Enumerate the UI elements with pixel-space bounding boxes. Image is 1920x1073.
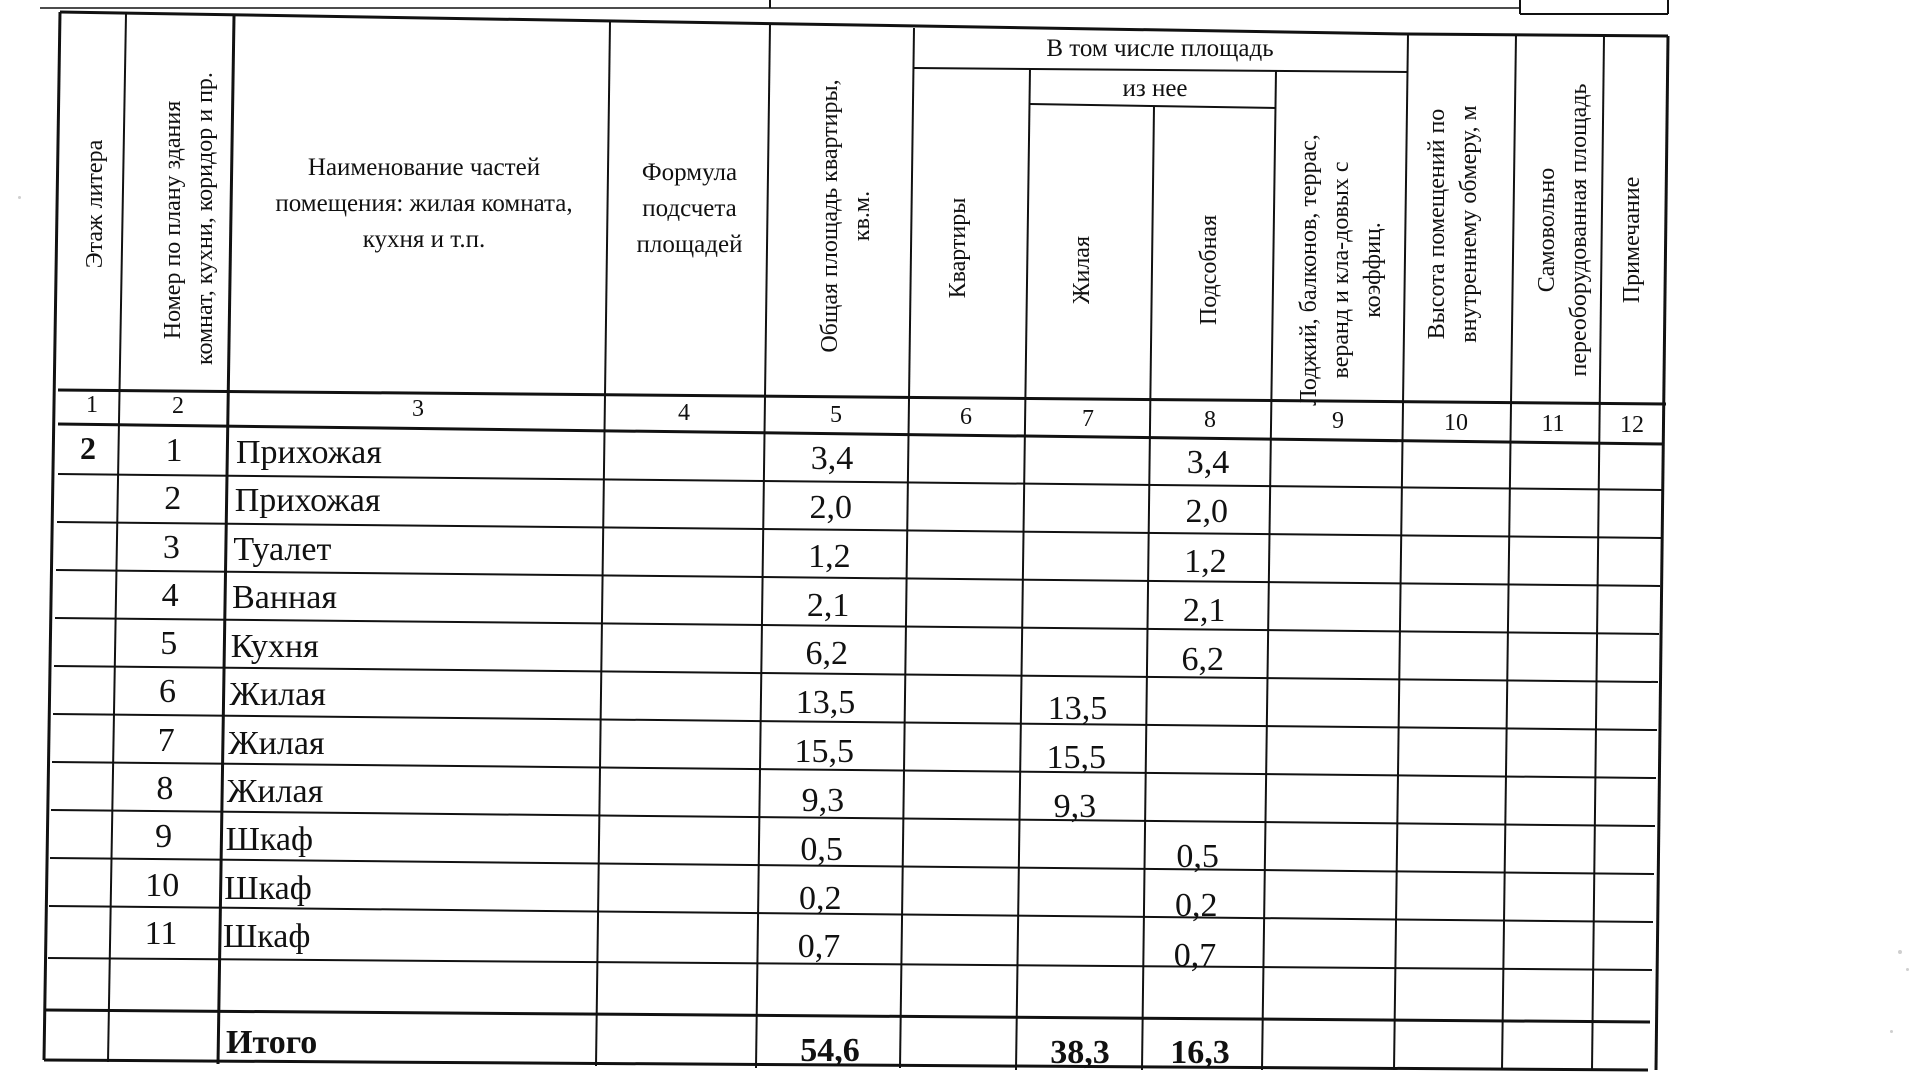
header-plan-number-line1: Номер по плану здания bbox=[160, 100, 186, 340]
header-including-area: В том числе площадь bbox=[1046, 35, 1274, 62]
header-loggias bbox=[1293, 115, 1389, 425]
header-note: Примечание bbox=[1619, 176, 1645, 304]
row-room-name: Шкаф bbox=[224, 869, 312, 907]
totals-label: Итого bbox=[226, 1024, 318, 1061]
row-number: 9 bbox=[155, 818, 173, 856]
row-total-area: 9,3 bbox=[801, 781, 845, 819]
row-aux-area: 1,2 bbox=[1184, 542, 1227, 580]
row-aux-area: 0,2 bbox=[1175, 887, 1218, 925]
header-living: Жилая bbox=[1069, 236, 1095, 305]
header-total-area bbox=[814, 56, 878, 376]
row-total-area: 3,4 bbox=[810, 440, 854, 477]
header-plan-number-line2: комнат, кухни, коридор и пр. bbox=[192, 72, 218, 365]
row-room-name: Жилая bbox=[229, 676, 326, 714]
header-floor-litera: Этаж литера bbox=[82, 139, 108, 269]
row-living-area: 13,5 bbox=[1047, 689, 1108, 727]
row-aux-area: 2,0 bbox=[1185, 493, 1228, 531]
header-self-converted-line1: Самовольно bbox=[1534, 167, 1560, 293]
header-height-line1: Высота помещений по bbox=[1424, 108, 1450, 340]
row-living-area: 9,3 bbox=[1053, 787, 1097, 825]
column-number: 9 bbox=[1332, 408, 1344, 434]
header-total-area-line1: Общая площадь квартиры, bbox=[817, 79, 843, 353]
row-aux-area: 3,4 bbox=[1186, 444, 1230, 481]
row-total-area: 0,2 bbox=[799, 879, 842, 917]
row-total-area: 2,1 bbox=[806, 586, 850, 624]
header-height-line2: внутреннему обмеру, м bbox=[1456, 105, 1482, 343]
header-room-name-line1: Наименование частей bbox=[307, 154, 541, 181]
row-number: 1 bbox=[165, 432, 183, 469]
row-total-area: 0,7 bbox=[797, 928, 841, 966]
header-formula-line1: Формула bbox=[641, 159, 738, 186]
header-loggias-line2: веранд и кла-довых с bbox=[1328, 161, 1354, 379]
header-total-area-line2: кв.м. bbox=[849, 190, 875, 242]
row-total-area: 15,5 bbox=[794, 733, 854, 771]
row-room-name: Кухня bbox=[230, 627, 319, 665]
row-aux-area: 0,5 bbox=[1176, 838, 1219, 876]
row-room-name: Шкаф bbox=[225, 821, 314, 859]
column-number: 2 bbox=[172, 393, 184, 419]
row-number: 7 bbox=[157, 721, 175, 759]
header-formula-line3: площадей bbox=[636, 231, 743, 258]
header-apartment: Квартиры bbox=[945, 197, 971, 299]
row-room-name: Прихожая bbox=[236, 434, 382, 471]
column-number: 4 bbox=[678, 400, 690, 426]
row-room-name: Туалет bbox=[233, 530, 332, 568]
header-of-which: из нее bbox=[1122, 75, 1188, 102]
row-number: 10 bbox=[145, 866, 180, 904]
row-aux-area: 2,1 bbox=[1182, 591, 1226, 629]
row-room-name: Жилая bbox=[226, 772, 324, 810]
floor-value: 2 bbox=[80, 430, 96, 466]
header-room-name bbox=[240, 150, 608, 258]
column-number: 1 bbox=[86, 392, 98, 418]
header-loggias-line1: Лоджий, балконов, террас, bbox=[1296, 134, 1322, 406]
header-plan-number bbox=[157, 72, 221, 365]
header-room-name-line2: помещения: жилая комната, bbox=[275, 190, 573, 217]
header-auxiliary: Подсобная bbox=[1196, 214, 1222, 326]
totals-living-area: 38,3 bbox=[1050, 1034, 1110, 1071]
row-number: 3 bbox=[162, 528, 180, 566]
totals-aux-area: 16,3 bbox=[1170, 1034, 1230, 1071]
column-number: 10 bbox=[1444, 410, 1468, 436]
row-room-name: Жилая bbox=[228, 724, 325, 762]
column-number: 7 bbox=[1082, 406, 1094, 432]
header-room-name-line3: кухня и т.п. bbox=[362, 226, 486, 253]
row-living-area: 15,5 bbox=[1046, 738, 1106, 776]
header-loggias-line3: коэффиц. bbox=[1360, 222, 1386, 318]
row-total-area: 6,2 bbox=[805, 635, 849, 673]
row-room-name: Ванная bbox=[232, 579, 337, 617]
header-height bbox=[1421, 69, 1485, 379]
row-total-area: 2,0 bbox=[809, 488, 852, 526]
column-number: 12 bbox=[1620, 412, 1644, 438]
row-total-area: 0,5 bbox=[800, 830, 843, 868]
header-self-converted bbox=[1531, 65, 1595, 395]
row-number: 8 bbox=[156, 769, 174, 807]
row-number: 2 bbox=[164, 480, 182, 518]
row-aux-area: 0,7 bbox=[1173, 936, 1217, 974]
row-room-name: Прихожая bbox=[234, 482, 381, 520]
column-number: 3 bbox=[412, 396, 424, 422]
header-formula bbox=[612, 155, 767, 263]
row-number: 6 bbox=[159, 673, 176, 711]
row-room-name: Шкаф bbox=[223, 918, 311, 956]
row-number: 4 bbox=[161, 576, 179, 614]
header-self-converted-line2: переоборудованная площадь bbox=[1566, 83, 1592, 377]
row-number: 11 bbox=[144, 914, 178, 952]
column-number: 5 bbox=[830, 402, 842, 428]
row-number: 5 bbox=[160, 625, 178, 663]
row-aux-area: 6,2 bbox=[1181, 641, 1225, 679]
header-formula-line2: подсчета bbox=[642, 195, 737, 222]
column-number: 8 bbox=[1204, 407, 1216, 433]
row-total-area: 1,2 bbox=[808, 537, 851, 575]
column-number: 6 bbox=[960, 404, 972, 430]
row-total-area: 13,5 bbox=[795, 684, 856, 722]
totals-total-area: 54,6 bbox=[800, 1032, 860, 1069]
column-number: 11 bbox=[1541, 411, 1565, 437]
